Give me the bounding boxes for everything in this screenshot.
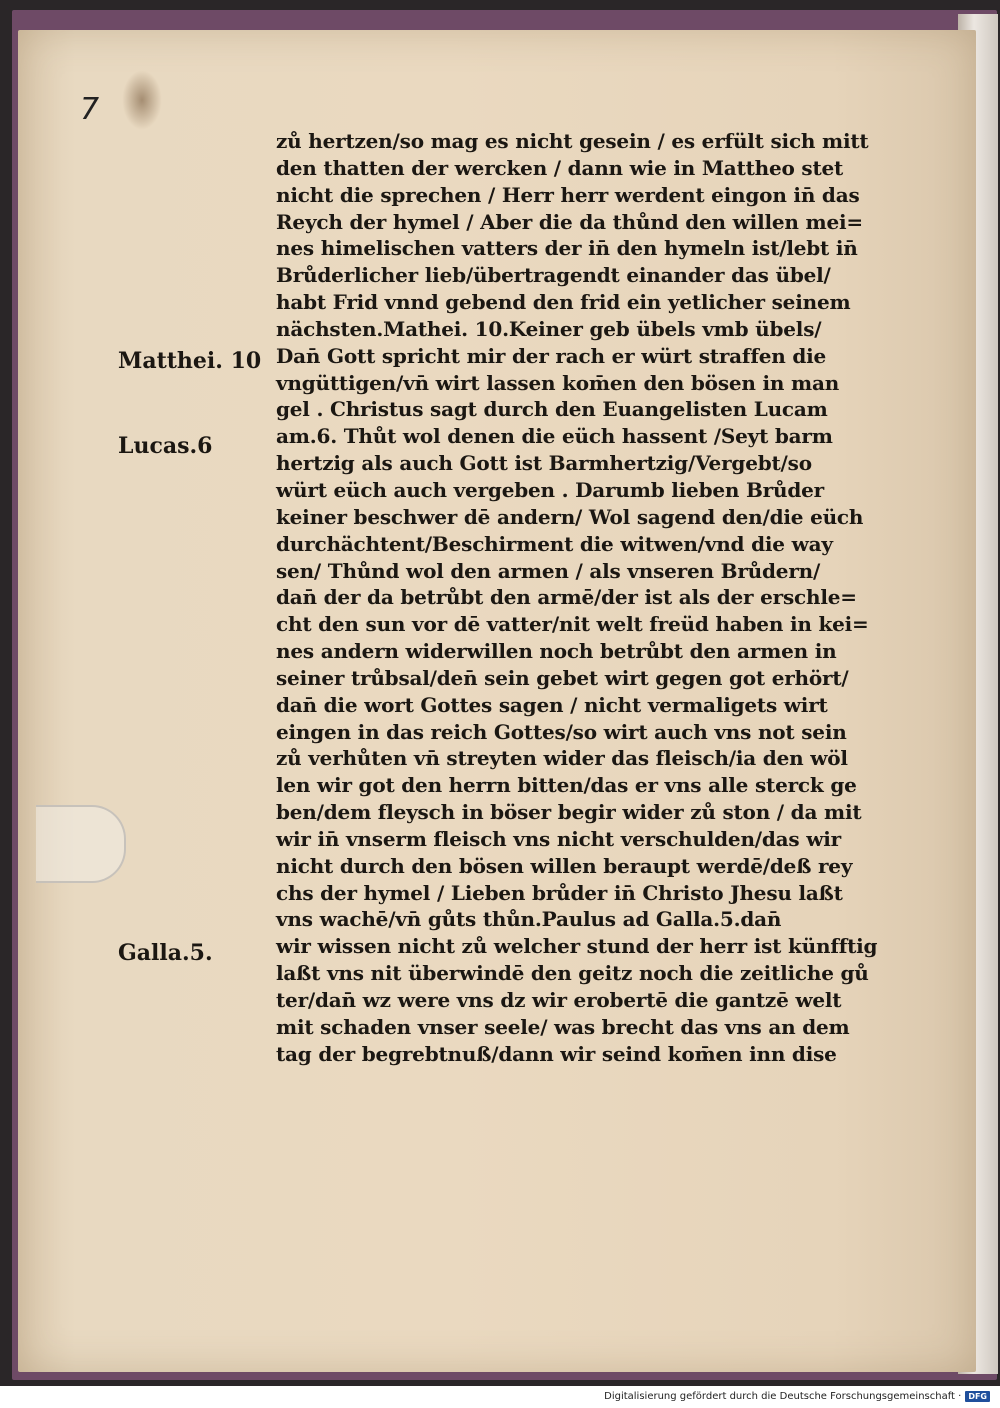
text-line: seiner trůbsal/den̄ sein gebet wirt gegen got erhört/ xyxy=(276,665,849,690)
text-line: vns wachē/vn̄ gůts thůn.Paulus ad Galla.5.dan̄ xyxy=(276,907,782,932)
text-line: ben/dem fleysch in böser begir wider zů ston / da mit xyxy=(276,800,862,825)
text-line: Brůderlicher lieb/übertragendt einander das übel/ xyxy=(276,263,831,288)
text-line: nächsten.Mathei. 10.Keiner geb übels vmb übels/ xyxy=(276,316,822,341)
paper-stain xyxy=(122,70,162,130)
bookmark-tab xyxy=(36,805,126,883)
marginal-note: Galla.5. xyxy=(118,940,213,966)
text-line: tag der begrebtnuß/dann wir seind kom̄en inn dise xyxy=(276,1041,837,1066)
text-line: zů hertzen/so mag es nicht gesein / es erfült sich mitt xyxy=(276,129,869,153)
marginal-note: Lucas.6 xyxy=(118,433,213,459)
text-line: nicht durch den bösen willen beraupt werdē/deß rey xyxy=(276,853,853,878)
text-line: sen/ Thůnd wol den armen / als vnseren Brůdern/ xyxy=(276,558,821,583)
text-line: gel . Christus sagt durch den Euangelisten Lucam xyxy=(276,397,828,422)
footer-text: Digitalisierung gefördert durch die Deutsche Forschungsgemeinschaft · xyxy=(604,1391,962,1402)
text-line: Reych der hymel / Aber die da thůnd den willen mei= xyxy=(276,209,863,234)
text-line: den thatten der wercken / dann wie in Mattheo stet xyxy=(276,155,844,180)
text-line: Dan̄ Gott spricht mir der rach er würt straffen die xyxy=(276,343,827,368)
text-line: würt eüch auch vergeben . Darumb lieben Brůder xyxy=(276,477,825,502)
text-line: am.6. Thůt wol denen die eüch hassent /Seyt barm xyxy=(276,424,833,449)
text-line: eingen in das reich Gottes/so wirt auch vns not sein xyxy=(276,719,847,744)
marginal-note: Matthei. 10 xyxy=(118,348,262,374)
body-text xyxy=(276,128,916,1068)
text-line: nicht die sprechen / Herr herr werdent eingon in̄ das xyxy=(276,182,860,207)
text-line: mit schaden vnser seele/ was brecht das vns an dem xyxy=(276,1014,850,1039)
text-line: nes andern widerwillen noch betrůbt den armen in xyxy=(276,639,837,664)
text-line: cht den sun vor dē vatter/nit welt freüd haben in kei= xyxy=(276,612,869,637)
text-line: dan̄ die wort Gottes sagen / nicht vermaligets wirt xyxy=(276,692,828,717)
text-line: chs der hymel / Lieben brůder in̄ Christo Jhesu laßt xyxy=(276,880,843,905)
text-line: zů verhůten vn̄ streyten wider das fleisch/ia den wöl xyxy=(276,746,848,771)
text-line: dan̄ der da betrůbt den armē/der ist als der erschle= xyxy=(276,585,857,610)
text-line: len wir got den herrn bitten/das er vns alle sterck ge xyxy=(276,773,857,798)
folio-number: 7 xyxy=(80,92,100,127)
text-line: laßt vns nit überwindē den geitz noch die zeitliche gů xyxy=(276,961,869,986)
text-line: wir wissen nicht zů welcher stund der herr ist künfftig xyxy=(276,934,878,959)
text-line: vngüttigen/vn̄ wirt lassen kom̄en den bösen in man xyxy=(276,370,840,395)
text-line: durchächtent/Beschirment die witwen/vnd die way xyxy=(276,531,833,556)
text-line: wir in̄ vnserm fleisch vns nicht verschulden/das wir xyxy=(276,826,842,851)
dfg-logo: DFG xyxy=(965,1391,990,1402)
text-line: habt Frid vnnd gebend den frid ein yetlicher seinem xyxy=(276,290,851,315)
text-line: hertzig als auch Gott ist Barmhertzig/Vergebt/so xyxy=(276,451,812,476)
text-line: keiner beschwer dē andern/ Wol sagend den/die eüch xyxy=(276,504,864,529)
text-line: nes himelischen vatters der in̄ den hymeln ist/lebt in̄ xyxy=(276,236,858,261)
footer-credit xyxy=(604,1391,990,1402)
text-line: ter/dan̄ wz were vns dz wir erobertē die gantzē welt xyxy=(276,988,842,1012)
